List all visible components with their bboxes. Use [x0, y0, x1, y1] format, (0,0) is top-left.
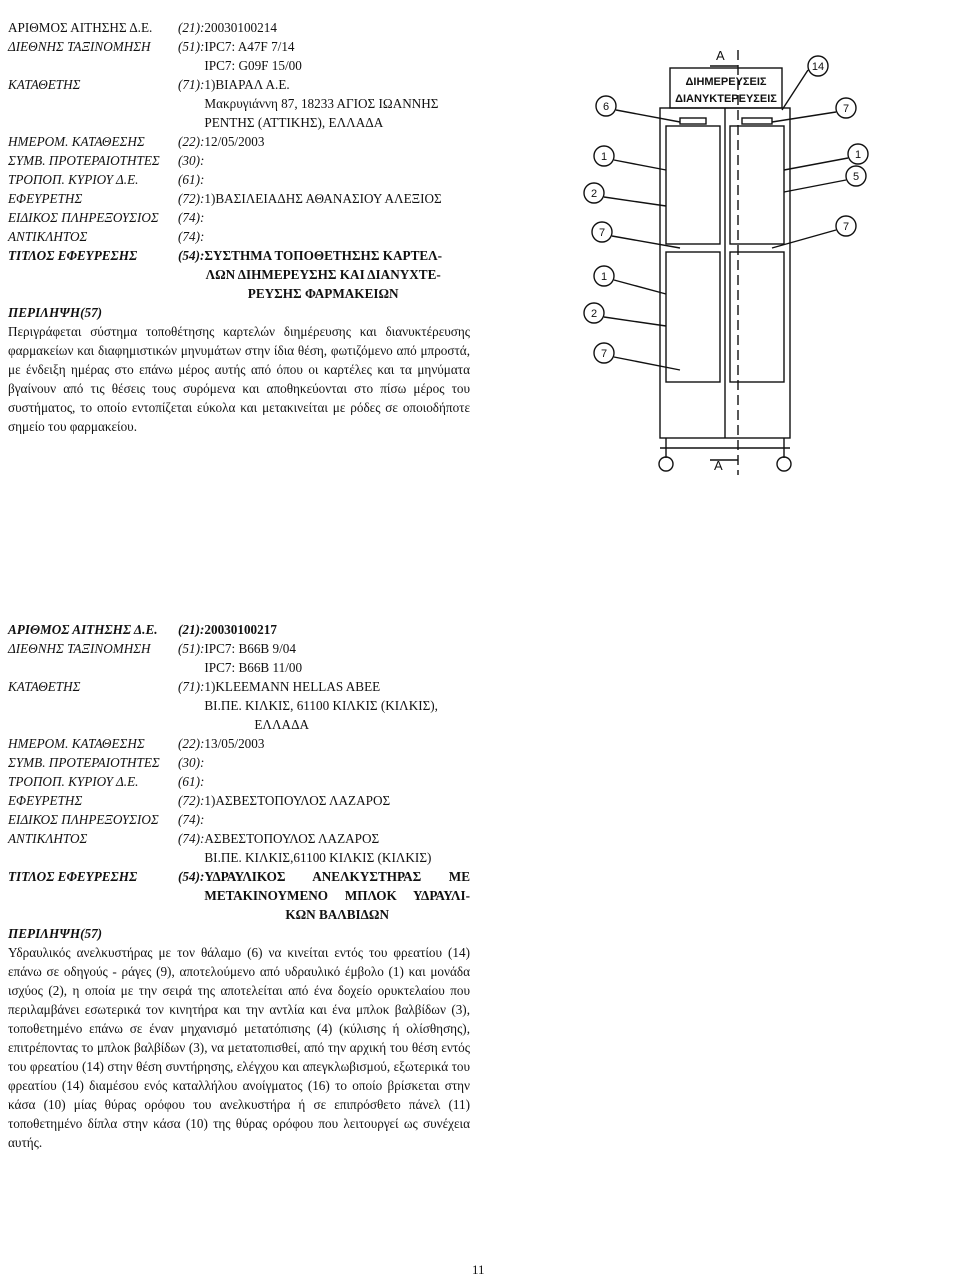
panel-top-left: [666, 126, 720, 244]
field-code: (72):: [178, 793, 205, 808]
field-applicant: [8, 75, 470, 132]
invention-title: ΥΔΡΑΥΛΙΚΟΣ ΑΝΕΛΚΥΣΤΗΡΑΣ ΜΕ ΜΕΤΑΚΙΝΟΥΜΕΝΟ ΜΠΛΟΚ ΥΔΡΑΥΛΙ- ΚΩΝ ΒΑΛΒΙΔΩΝ: [204, 869, 470, 922]
field-code: (61):: [178, 774, 205, 789]
lamp-right: [742, 118, 772, 124]
field-code: (71):: [178, 77, 205, 92]
field-value: IPC7: A47F 7/14: [204, 39, 295, 54]
field-value: 13/05/2003: [204, 736, 265, 751]
field-value: 1)ΑΣΒΕΣΤΟΠΟΥΛΟΣ ΛΑΖΑΡΟΣ: [204, 793, 391, 808]
field-code: (74):: [178, 812, 205, 827]
section-mark-bottom: A: [714, 458, 723, 473]
field-code: (74):: [178, 831, 205, 846]
field-code: (51):: [178, 39, 205, 54]
svg-text:14: 14: [811, 61, 825, 73]
field-label: ΕΦΕΥΡΕΤΗΣ: [8, 793, 83, 808]
svg-text:2: 2: [590, 308, 598, 320]
field-representative: [8, 227, 470, 246]
field-application-number: [8, 620, 470, 639]
field-code: (54):: [178, 869, 205, 884]
field-filing-date: [8, 132, 470, 151]
field-amendment: [8, 772, 470, 791]
field-code: (71):: [178, 679, 205, 694]
field-value-continued: IPC7: B66B 11/00: [204, 660, 303, 675]
field-value-continued: ΒΙ.ΠΕ. ΚΙΛΚΙΣ, 61100 ΚΙΛΚΙΣ (ΚΙΛΚΙΣ),: [204, 698, 438, 713]
field-priorities: [8, 753, 470, 772]
sign-text-night: ΔΙΑΝΥΚΤΕΡΕΥΣΕΙΣ: [675, 93, 777, 105]
field-attorney: [8, 810, 470, 829]
field-value: 12/05/2003: [204, 134, 265, 149]
callout-2-lower: [584, 303, 666, 326]
field-code: (72):: [178, 191, 205, 206]
lamp-left: [680, 118, 706, 124]
field-code: (51):: [178, 641, 205, 656]
callout-5: [784, 166, 866, 192]
field-filing-date: [8, 734, 470, 753]
field-value-continued: ΡΕΝΤΗΣ (ΑΤΤΙΚΗΣ), ΕΛΛΑΔΑ: [204, 115, 384, 130]
field-code: (21):: [178, 622, 205, 637]
callout-1-lower: [594, 266, 666, 294]
field-title: [8, 867, 470, 924]
field-label: ΤΡΟΠΟΠ. ΚΥΡΙΟΥ Δ.Ε.: [8, 774, 139, 789]
field-code: (21):: [178, 20, 205, 35]
field-code: (30):: [178, 153, 205, 168]
field-label: ΕΦΕΥΡΕΤΗΣ: [8, 191, 83, 206]
svg-text:1: 1: [600, 151, 608, 163]
panel-bottom-left: [666, 252, 720, 382]
field-label: ΤΙΤΛΟΣ ΕΦΕΥΡΕΣΗΣ: [8, 869, 138, 884]
page-number: 11: [472, 1262, 485, 1277]
callout-14: [782, 56, 828, 110]
field-classification: [8, 37, 470, 75]
field-label: ΣΥΜΒ. ΠΡΟΤΕΡΑΙΟΤΗΤΕΣ: [8, 755, 160, 770]
field-code: (22):: [178, 736, 205, 751]
field-application-number: [8, 18, 470, 37]
field-label: ΤΙΤΛΟΣ ΕΦΕΥΡΕΣΗΣ: [8, 248, 138, 263]
field-inventor: [8, 189, 470, 208]
field-code: (74):: [178, 229, 205, 244]
abstract-text: Περιγράφεται σύστημα τοποθέτησης καρτελών διημέρευσης και διανυκτέρευσης φαρμακείων και διαφημιστικών μηνυμάτων στην ίδια θέση, φωτιζόμενο από μπροστά, με ένδειξη ημέρας στο επάνω μέρος αυτής από όπου οι καρτέλες και τα μηνύματα βγαίνουν από τις θέσεις τους συρόμενα και αποθηκεύονται στο πίσω μέρος του συστήματος, το οποίο εντοπίζεται εύκολα και μετακινείται με ρόδες σε οποιοδήποτε σημείο του φαρμακείου.: [8, 324, 470, 434]
callout-7-bottom: [594, 343, 680, 370]
field-amendment: [8, 170, 470, 189]
field-label: ΑΝΤΙΚΛΗΤΟΣ: [8, 831, 88, 846]
technical-drawing: [570, 30, 870, 490]
field-value-continued: ΕΛΛΑΔΑ: [254, 717, 310, 732]
field-label: ΣΥΜΒ. ΠΡΟΤΕΡΑΙΟΤΗΤΕΣ: [8, 153, 160, 168]
svg-text:7: 7: [600, 348, 608, 360]
field-applicant: [8, 677, 470, 734]
callout-2-upper: [584, 183, 666, 206]
field-label: ΑΡΙΘΜΟΣ ΑΙΤΗΣΗΣ Δ.Ε.: [8, 20, 153, 35]
svg-text:7: 7: [842, 103, 850, 115]
patent-record-1: [8, 18, 470, 436]
field-title: [8, 246, 470, 303]
field-representative: [8, 829, 470, 867]
svg-text:2: 2: [590, 188, 598, 200]
field-value-continued: ΒΙ.ΠΕ. ΚΙΛΚΙΣ,61100 ΚΙΛΚΙΣ (ΚΙΛΚΙΣ): [204, 850, 432, 865]
field-code: (74):: [178, 210, 205, 225]
section-mark-top: A: [716, 48, 725, 63]
abstract-text: Υδραυλικός ανελκυστήρας με τον θάλαμο (6) να κινείται εντός του φρεατίου (14) επάνω σε οδηγούς - ράγες (9), αποτελούμενο από υδραυλικό έμβολο (1) και μονάδα ισχύος (2), η οποία με την σειρά της αποτελείται από ένα δοχείο ορυκτελαίου που περιλαμβάνει εσωτερικά τον κινητήρα και την αντλία και ένα μπλοκ βαλβίδων (3), τοποθετημένο επάνω σε έναν μηχανισμό μετατόπισης (4) (κύλισης ή ολίσθησης), επιτρέποντας το μπλοκ βαλβίδων (3), να μετατοπισθεί, από την αρχική του θέση εντός του φρεατίου (14) στην θέση συντήρησης, ελέγχου και απεγκλωβισμού, εξωτερικά του φρεατίου (14) διαμέσου ενός καταλλήλου ανοίγματος (16) το οποίο βρίσκεται στην κάσα (10) μίας θύρας ορόφου του ανελκυστήρα ή σε επιπρόσθετο πάνελ (11) τοποθετημένο δίπλα στην κάσα (10) της θύρας ορόφου που λειτουργεί ως συνέχεια αυτής.: [8, 945, 470, 1150]
svg-text:7: 7: [842, 221, 850, 233]
field-code: (54):: [178, 248, 205, 263]
svg-text:1: 1: [854, 149, 862, 161]
field-label: ΗΜΕΡΟΜ. ΚΑΤΑΘΕΣΗΣ: [8, 736, 145, 751]
svg-text:7: 7: [598, 227, 606, 239]
field-value: 1)ΒΙΑΡΑΛ Α.Ε.: [204, 77, 290, 92]
field-value: IPC7: B66B 9/04: [204, 641, 296, 656]
field-value-continued: Μακρυγιάννη 87, 18233 ΑΓΙΟΣ ΙΩΑΝΝΗΣ: [204, 96, 439, 111]
field-value: 20030100214: [204, 20, 277, 35]
field-value: 1)ΒΑΣΙΛΕΙΑΔΗΣ ΑΘΑΝΑΣΙΟΥ ΑΛΕΞΙΟΣ: [204, 191, 442, 206]
field-attorney: [8, 208, 470, 227]
svg-text:6: 6: [602, 101, 610, 113]
abstract-heading: ΠΕΡΙΛΗΨΗ(57): [8, 305, 103, 320]
field-value: 20030100217: [204, 622, 277, 637]
field-label: ΤΡΟΠΟΠ. ΚΥΡΙΟΥ Δ.Ε.: [8, 172, 139, 187]
invention-title: ΣΥΣΤΗΜΑ ΤΟΠΟΘΕΤΗΣΗΣ ΚΑΡΤΕΛ- ΛΩΝ ΔΙΗΜΕΡΕΥΣΗΣ ΚΑΙ ΔΙΑΝΥΧΤΕ- ΡΕΥΣΗΣ ΦΑΡΜΑΚΕΙΩΝ: [204, 248, 443, 301]
field-label: ΕΙΔΙΚΟΣ ΠΛΗΡΕΞΟΥΣΙΟΣ: [8, 210, 159, 225]
panel-bottom-right: [730, 252, 784, 382]
field-value: 1)KLEEMANN HELLAS ABEE: [204, 679, 381, 694]
field-code: (61):: [178, 172, 205, 187]
field-label: ΔΙΕΘΝΗΣ ΤΑΞΙΝΟΜΗΣΗ: [8, 641, 151, 656]
field-label: ΗΜΕΡΟΜ. ΚΑΤΑΘΕΣΗΣ: [8, 134, 145, 149]
field-priorities: [8, 151, 470, 170]
field-value: ΑΣΒΕΣΤΟΠΟΥΛΟΣ ΛΑΖΑΡΟΣ: [204, 831, 380, 846]
field-label: ΔΙΕΘΝΗΣ ΤΑΞΙΝΟΜΗΣΗ: [8, 39, 151, 54]
callout-7-top: [772, 98, 856, 122]
field-classification: [8, 639, 470, 677]
svg-text:1: 1: [600, 271, 608, 283]
wheel-right: [777, 457, 791, 471]
field-label: ΚΑΤΑΘΕΤΗΣ: [8, 77, 81, 92]
sign-text-day: ΔΙΗΜΕΡΕΥΣΕΙΣ: [685, 76, 767, 88]
field-code: (22):: [178, 134, 205, 149]
wheel-left: [659, 457, 673, 471]
callout-1-left: [594, 146, 666, 170]
field-label: ΚΑΤΑΘΕΤΗΣ: [8, 679, 81, 694]
field-value-continued: IPC7: G09F 15/00: [204, 58, 302, 73]
field-label: ΑΝΤΙΚΛΗΤΟΣ: [8, 229, 88, 244]
field-inventor: [8, 791, 470, 810]
abstract-heading: ΠΕΡΙΛΗΨΗ(57): [8, 926, 103, 941]
svg-text:5: 5: [852, 171, 860, 183]
callout-6: [596, 96, 680, 122]
field-label: ΑΡΙΘΜΟΣ ΑΙΤΗΣΗΣ Δ.Ε.: [8, 622, 158, 637]
patent-record-2: [8, 620, 470, 1152]
field-label: ΕΙΔΙΚΟΣ ΠΛΗΡΕΞΟΥΣΙΟΣ: [8, 812, 159, 827]
field-code: (30):: [178, 755, 205, 770]
